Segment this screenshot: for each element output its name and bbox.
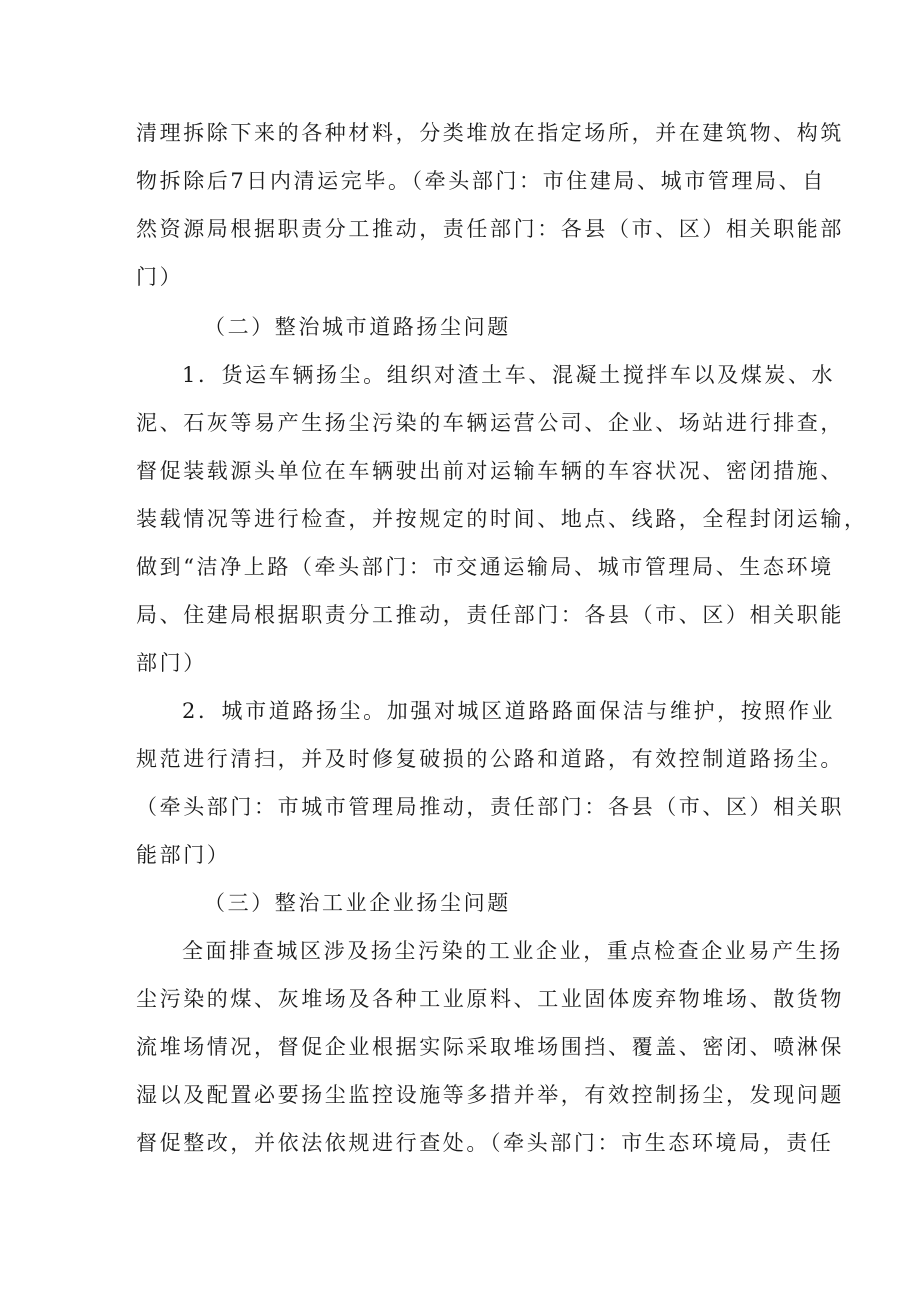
paragraph-line: 1．货运车辆扬尘。组织对渣土车、混凝土搅拌车以及煤炭、水 (182, 363, 836, 387)
paragraph-line: 物拆除后7日内清运完毕。（牵头部门：市住建局、城市管理局、自 (136, 169, 826, 193)
paragraph-line: 局、住建局根据职责分工推动，责任部门：各县（市、区）相关职能 (136, 603, 844, 627)
paragraph-line: （牵头部门：市城市管理局推动，责任部门：各县（市、区）相关职 (136, 795, 844, 819)
section-heading: （二）整治城市道路扬尘问题 (204, 315, 511, 339)
paragraph-line: 泥、石灰等易产生扬尘污染的车辆运营公司、企业、场站进行排查， (136, 411, 844, 435)
paragraph-line: 督促整改，并依法依规进行查处。（牵头部门：市生态环境局，责任 (136, 1131, 834, 1155)
paragraph-line: 装载情况等进行检查，并按规定的时间、地点、线路，全程封闭运输， (136, 507, 868, 531)
paragraph-line: 尘污染的煤、灰堆场及各种工业原料、工业固体废弃物堆场、散货物 (136, 987, 844, 1011)
paragraph-line: 流堆场情况，督促企业根据实际采取堆场围挡、覆盖、密闭、喷淋保 (136, 1035, 844, 1059)
paragraph-line: 湿以及配置必要扬尘监控设施等多措并举，有效控制扬尘，发现问题 (136, 1083, 844, 1107)
section-heading: （三）整治工业企业扬尘问题 (204, 891, 511, 915)
paragraph-line: 然资源局根据职责分工推动，责任部门：各县（市、区）相关职能部 (136, 217, 844, 241)
paragraph-line: 门） (136, 265, 184, 289)
paragraph-line: 部门） (136, 651, 207, 675)
paragraph-line: 全面排查城区涉及扬尘污染的工业企业，重点检查企业易产生扬 (182, 939, 843, 963)
paragraph-line: 督促装载源头单位在车辆驶出前对运输车辆的车容状况、密闭措施、 (136, 459, 844, 483)
paragraph-line: 能部门） (136, 843, 231, 867)
paragraph-line: 规范进行清扫，并及时修复破损的公路和道路，有效控制道路扬尘。 (136, 747, 844, 771)
paragraph-line: 做到“洁净上路（牵头部门：市交通运输局、城市管理局、生态环境 (136, 555, 834, 579)
paragraph-line: 2．城市道路扬尘。加强对城区道路路面保洁与维护，按照作业 (182, 699, 836, 723)
paragraph-line: 清理拆除下来的各种材料，分类堆放在指定场所，并在建筑物、构筑 (136, 121, 844, 145)
